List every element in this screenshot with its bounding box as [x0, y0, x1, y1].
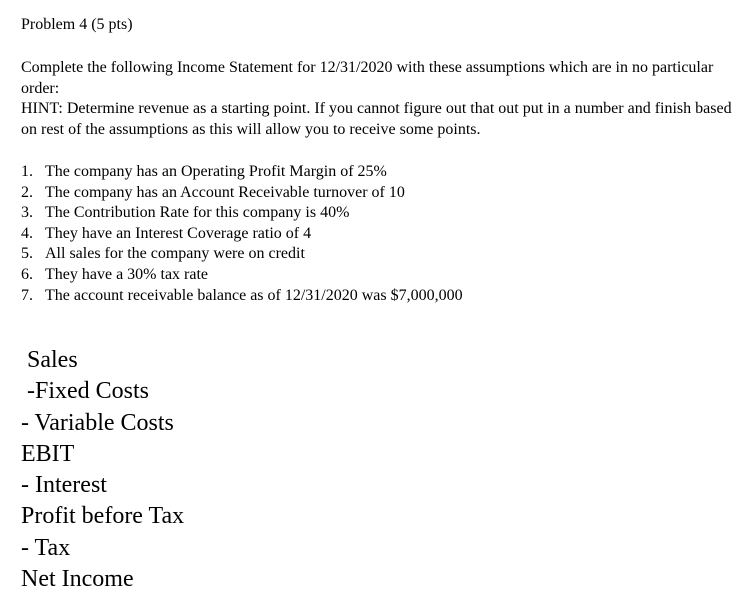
statement-line-variable-costs: - Variable Costs [21, 409, 174, 436]
list-item [21, 162, 463, 183]
list-item [21, 244, 463, 265]
statement-line-net-income: Net Income [21, 566, 134, 593]
statement-line-profit-before-tax: Profit before Tax [21, 503, 185, 530]
list-item-number: 5. [21, 245, 33, 263]
list-item-number: 2. [21, 183, 33, 201]
problem-title: Problem 4 (5 pts) [21, 16, 133, 33]
list-item [21, 265, 463, 286]
statement-line-ebit: EBIT [21, 440, 75, 467]
statement-line-interest: - Interest [21, 472, 107, 499]
list-item [21, 183, 463, 204]
statement-line-sales: Sales [21, 347, 78, 373]
list-item-text: The company has an Account Receivable turnover of 10 [45, 183, 405, 201]
statement-line-tax: - Tax [21, 534, 71, 561]
list-item-text: The Contribution Rate for this company is 40% [45, 204, 350, 222]
instructions-text: Complete the following Income Statement for 12/31/2020 with these assumptions which are in no particular order: [21, 59, 714, 97]
list-item-number: 7. [21, 286, 33, 304]
list-item-text: All sales for the company were on credit [45, 245, 305, 263]
list-item-number: 1. [21, 163, 33, 180]
list-item-text: The company has an Operating Profit Margin of 25% [45, 163, 387, 180]
list-item-number: 6. [21, 265, 33, 283]
list-item-text: The account receivable balance as of 12/31/2020 was $7,000,000 [45, 286, 463, 304]
list-item-text: They have an Interest Coverage ratio of 4 [45, 224, 312, 242]
list-item [21, 224, 463, 245]
list-item-number: 3. [21, 204, 33, 222]
income-statement [21, 345, 184, 595]
list-item [21, 203, 463, 224]
statement-line-fixed-costs: -Fixed Costs [21, 378, 150, 405]
list-item-text: They have a 30% tax rate [45, 265, 209, 283]
instructions [21, 58, 733, 140]
assumptions-list [21, 162, 463, 306]
list-item [21, 286, 463, 307]
hint-text: HINT: Determine revenue as a starting point. If you cannot figure out that out put in a number and finish based on rest of the assumptions as this will allow you to receive some points. [21, 100, 732, 138]
list-item-number: 4. [21, 224, 33, 242]
